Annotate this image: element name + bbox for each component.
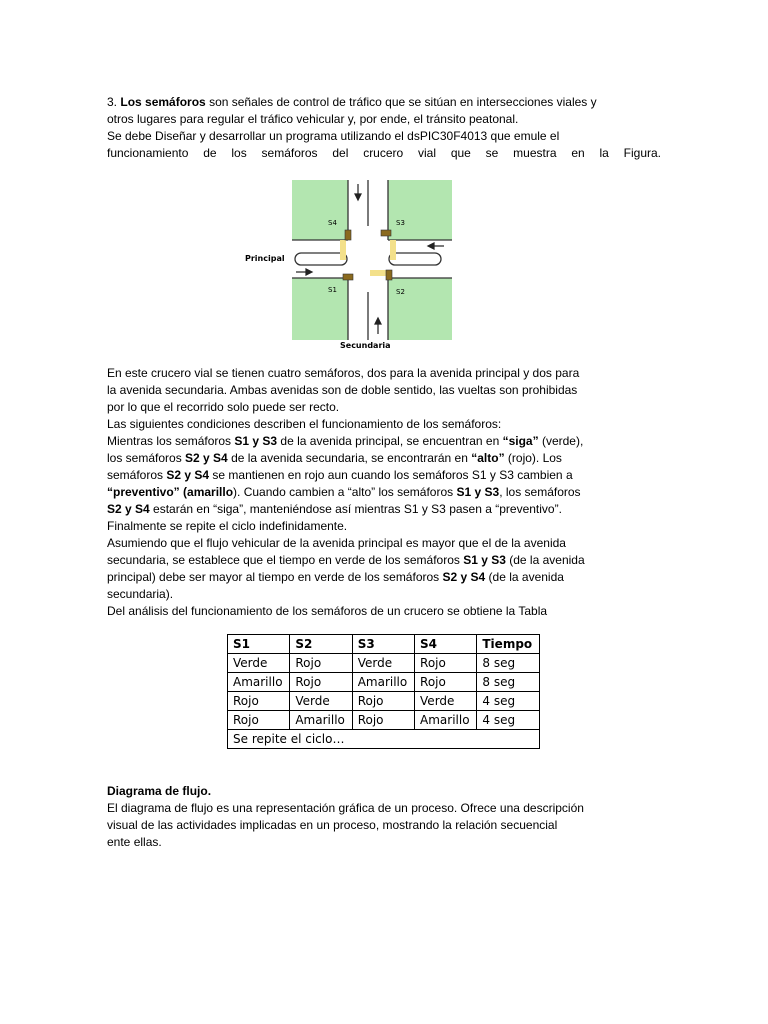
label-secundaria: Secundaria [340,341,391,350]
table-cell: Amarillo [290,711,352,730]
intersection-figure [240,178,452,350]
table-header-cell: S2 [290,635,352,654]
body-line-5: Mientras los semáforos S1 y S3 de la avenida principal, se encuentran en “siga” (verde), [107,434,584,448]
body-line-14: secundaria). [107,587,174,601]
flow-line-3: ente ellas. [107,835,162,849]
table-header-cell: S3 [352,635,414,654]
traffic-light-s1 [343,274,353,280]
table-row [228,654,540,673]
table-row [228,692,540,711]
body-line-1: En este crucero vial se tienen cuatro semáforos, dos para la avenida principal y dos para [107,366,580,380]
table-cell: 8 seg [477,654,540,673]
table-cell: Verde [228,654,290,673]
traffic-light-s4 [345,230,351,240]
table-cell: 4 seg [477,711,540,730]
body-line-8: “preventivo” (amarillo). Cuando cambien a “alto” los semáforos S1 y S3, los semáforos [107,485,581,499]
section-heading: Diagrama de flujo. [107,784,212,798]
label-principal: Principal [245,254,285,263]
table-cell: Rojo [290,673,352,692]
flow-line-1: El diagrama de flujo es una representación gráfica de un proceso. Ofrece una descripción [107,801,584,815]
flow-line-2: visual de las actividades implicadas en un proceso, mostrando la relación secuencial [107,818,558,832]
body-line-11: Asumiendo que el flujo vehicular de la avenida principal es mayor que el de la avenida [107,536,566,550]
table-cell: Verde [290,692,352,711]
table-cell: Amarillo [228,673,290,692]
intro-line-4: funcionamiento de los semáforos del crucero vial que se muestra en la Figura. [107,146,661,160]
label-s1: S1 [328,286,337,294]
table-header-cell: S4 [415,635,477,654]
body-line-2: la avenida secundaria. Ambas avenidas son de doble sentido, las vueltas son prohibidas [107,383,578,397]
table-cell: Verde [415,692,477,711]
body-line-6: los semáforos S2 y S4 de la avenida secundaria, se encontrarán en “alto” (rojo). Los [107,451,562,465]
body-line-12: secundaria, se establece que el tiempo en verde de los semáforos S1 y S3 (de la avenida [107,553,585,567]
body-line-15: Del análisis del funcionamiento de los semáforos de un crucero se obtiene la Tabla [107,604,548,618]
table-cell: 8 seg [477,673,540,692]
table-cell: Rojo [352,711,414,730]
body-line-7: semáforos S2 y S4 se mantienen en rojo aun cuando los semáforos S1 y S3 cambien a [107,468,573,482]
intro-line-1: 3. Los semáforos son señales de control de tráfico que se sitúan en intersecciones viales y [107,95,597,109]
table-cell: Rojo [228,692,290,711]
table-header-row [228,635,540,654]
table-cell: Verde [352,654,414,673]
table-cell: Amarillo [352,673,414,692]
table-header-cell: Tiempo [477,635,540,654]
body-line-13: principal) debe ser mayor al tiempo en verde de los semáforos S2 y S4 (de la avenida [107,570,564,584]
table-row [228,673,540,692]
table-header-cell: S1 [228,635,290,654]
table-row [228,711,540,730]
body-line-9: S2 y S4 estarán en “siga”, manteniéndose así mientras S1 y S3 pasen a “preventivo”. [107,502,562,516]
table-cell: Rojo [290,654,352,673]
table-cell: Rojo [415,673,477,692]
table-cell: Rojo [352,692,414,711]
body-line-3: por lo que el recorrido solo puede ser recto. [107,400,340,414]
table-cell: Amarillo [415,711,477,730]
body-line-10: Finalmente se repite el ciclo indefinidamente. [107,519,348,533]
table-footer-cell: Se repite el ciclo… [228,730,540,749]
traffic-light-s3 [381,230,391,236]
label-s4: S4 [328,219,337,227]
traffic-light-s2 [386,270,392,280]
body-line-4: Las siguientes condiciones describen el funcionamiento de los semáforos: [107,417,502,431]
label-s3: S3 [396,219,405,227]
table-cell: Rojo [415,654,477,673]
label-s2: S2 [396,288,405,296]
table-footer-row [228,730,540,749]
state-table [227,634,540,749]
table-cell: Rojo [228,711,290,730]
table-cell: 4 seg [477,692,540,711]
intro-line-2: otros lugares para regular el tráfico vehicular y, por ende, el tránsito peatonal. [107,112,519,126]
intro-line-3: Se debe Diseñar y desarrollar un programa utilizando el dsPIC30F4013 que emule el [107,129,560,143]
